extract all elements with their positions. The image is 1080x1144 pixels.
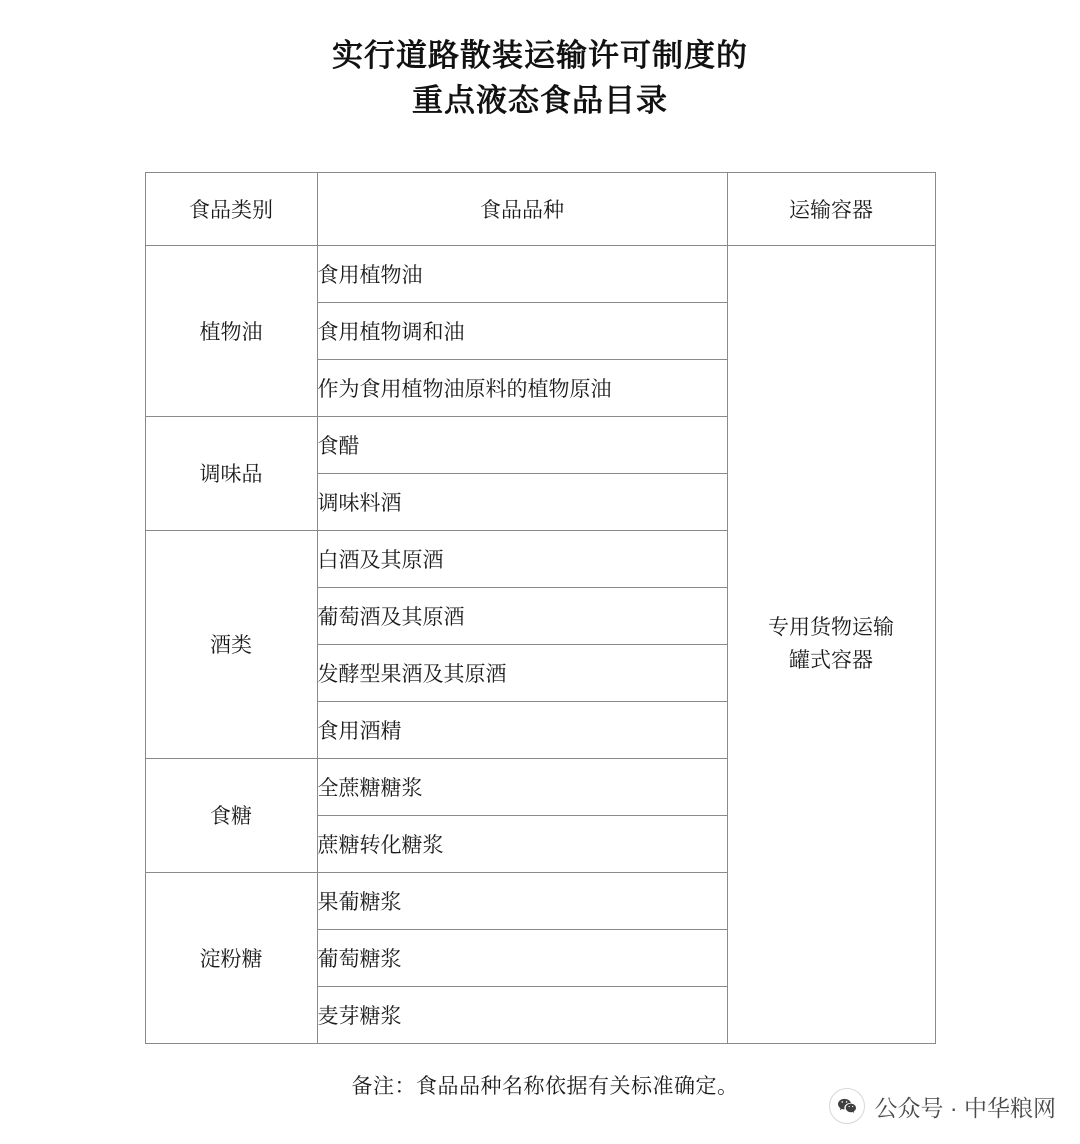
category-cell: 食糖	[145, 758, 317, 872]
variety-cell: 白酒及其原酒	[317, 530, 727, 587]
page-title-line-2: 重点液态食品目录	[412, 82, 668, 118]
variety-cell: 全蔗糖糖浆	[317, 758, 727, 815]
container-line-2: 罐式容器	[789, 648, 873, 673]
watermark	[829, 1088, 1056, 1124]
header-category: 食品类别	[145, 172, 317, 245]
catalog-table	[145, 172, 936, 1044]
container-line-1: 专用货物运输	[768, 614, 894, 639]
category-cell: 调味品	[145, 416, 317, 530]
variety-cell: 葡萄糖浆	[317, 929, 727, 986]
variety-cell: 果葡糖浆	[317, 872, 727, 929]
table-note: 备注：食品品种名称依据有关标准确定。	[351, 1073, 739, 1098]
container-cell	[727, 245, 935, 1043]
header-container: 运输容器	[727, 172, 935, 245]
watermark-text: 公众号 · 中华粮网	[874, 1094, 1056, 1121]
variety-cell: 食醋	[317, 416, 727, 473]
variety-cell: 葡萄酒及其原酒	[317, 587, 727, 644]
variety-cell: 发酵型果酒及其原酒	[317, 644, 727, 701]
variety-cell: 蔗糖转化糖浆	[317, 815, 727, 872]
category-cell: 植物油	[145, 245, 317, 416]
header-variety: 食品品种	[317, 172, 727, 245]
table-header-row	[145, 172, 935, 245]
variety-cell: 麦芽糖浆	[317, 986, 727, 1043]
page-title-line-1: 实行道路散装运输许可制度的	[332, 38, 748, 73]
category-cell: 淀粉糖	[145, 872, 317, 1043]
variety-cell: 食用酒精	[317, 701, 727, 758]
category-cell: 酒类	[145, 530, 317, 758]
variety-cell: 食用植物油	[317, 245, 727, 302]
table-row	[145, 245, 935, 302]
variety-cell: 作为食用植物油原料的植物原油	[317, 359, 727, 416]
wechat-icon	[829, 1088, 865, 1124]
page-title	[0, 0, 1080, 124]
variety-cell: 食用植物调和油	[317, 302, 727, 359]
variety-cell: 调味料酒	[317, 473, 727, 530]
